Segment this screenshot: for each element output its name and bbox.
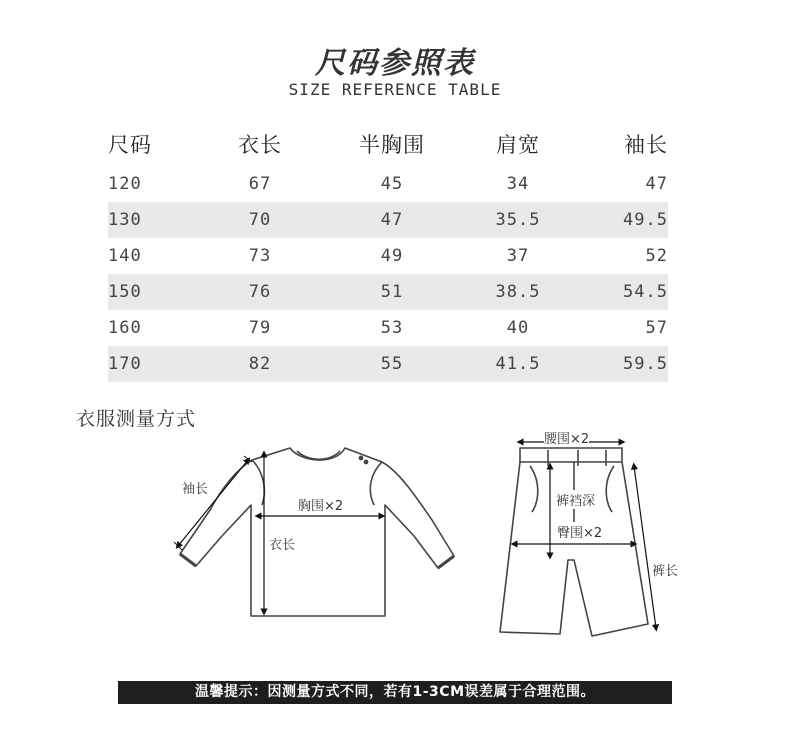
page-subtitle: SIZE REFERENCE TABLE: [288, 80, 502, 99]
pants-waist-label: 腰围×2: [544, 428, 589, 447]
cell-size: 170: [108, 354, 142, 374]
pants-hip-label: 臀围×2: [557, 522, 602, 541]
shirt-sleeve-label: 袖长: [182, 478, 208, 497]
cell-sleeve: 52: [645, 246, 668, 266]
cell-length: 73: [248, 246, 272, 266]
cell-shoulder: 38.5: [495, 282, 541, 302]
column-header-sleeve: 袖长: [624, 133, 668, 157]
pants-rise-label: 裤裆深: [556, 490, 595, 509]
column-header-length: 衣长: [238, 133, 282, 157]
shirt-chest-label: 胸围×2: [298, 495, 343, 514]
cell-half-chest: 53: [380, 318, 404, 338]
cell-half-chest: 49: [380, 246, 404, 266]
tip-banner: 温馨提示：因测量方式不同，若有1-3CM误差属于合理范围。: [118, 681, 672, 704]
cell-size: 130: [108, 210, 142, 230]
cell-half-chest: 55: [380, 354, 404, 374]
pants-length-label: 裤长: [652, 560, 678, 579]
cell-sleeve: 54.5: [623, 282, 668, 302]
cell-size: 120: [108, 174, 142, 194]
cell-shoulder: 41.5: [495, 354, 541, 374]
cell-half-chest: 47: [380, 210, 404, 230]
cell-shoulder: 40: [506, 318, 530, 338]
cell-size: 140: [108, 246, 142, 266]
shirt-outline: [180, 448, 454, 616]
column-header-half-chest: 半胸围: [359, 133, 425, 157]
measurement-title: 衣服测量方式: [76, 408, 197, 430]
cell-sleeve: 57: [645, 318, 668, 338]
page-title: 尺码参照表: [315, 46, 475, 81]
cell-sleeve: 49.5: [623, 210, 668, 230]
cell-sleeve: 47: [645, 174, 668, 194]
cell-length: 70: [248, 210, 272, 230]
column-header-size: 尺码: [108, 133, 152, 157]
cell-length: 67: [248, 174, 272, 194]
shirt-length-label: 衣长: [269, 534, 295, 553]
cell-length: 76: [248, 282, 272, 302]
cell-length: 82: [248, 354, 272, 374]
cell-sleeve: 59.5: [623, 354, 668, 374]
column-header-shoulder: 肩宽: [496, 133, 540, 157]
cell-size: 150: [108, 282, 142, 302]
cell-size: 160: [108, 318, 142, 338]
cell-shoulder: 34: [506, 174, 530, 194]
cell-shoulder: 37: [506, 246, 530, 266]
cell-length: 79: [248, 318, 272, 338]
cell-half-chest: 45: [380, 174, 404, 194]
cell-shoulder: 35.5: [495, 210, 541, 230]
cell-half-chest: 51: [380, 282, 404, 302]
pants-outline: [500, 448, 648, 636]
